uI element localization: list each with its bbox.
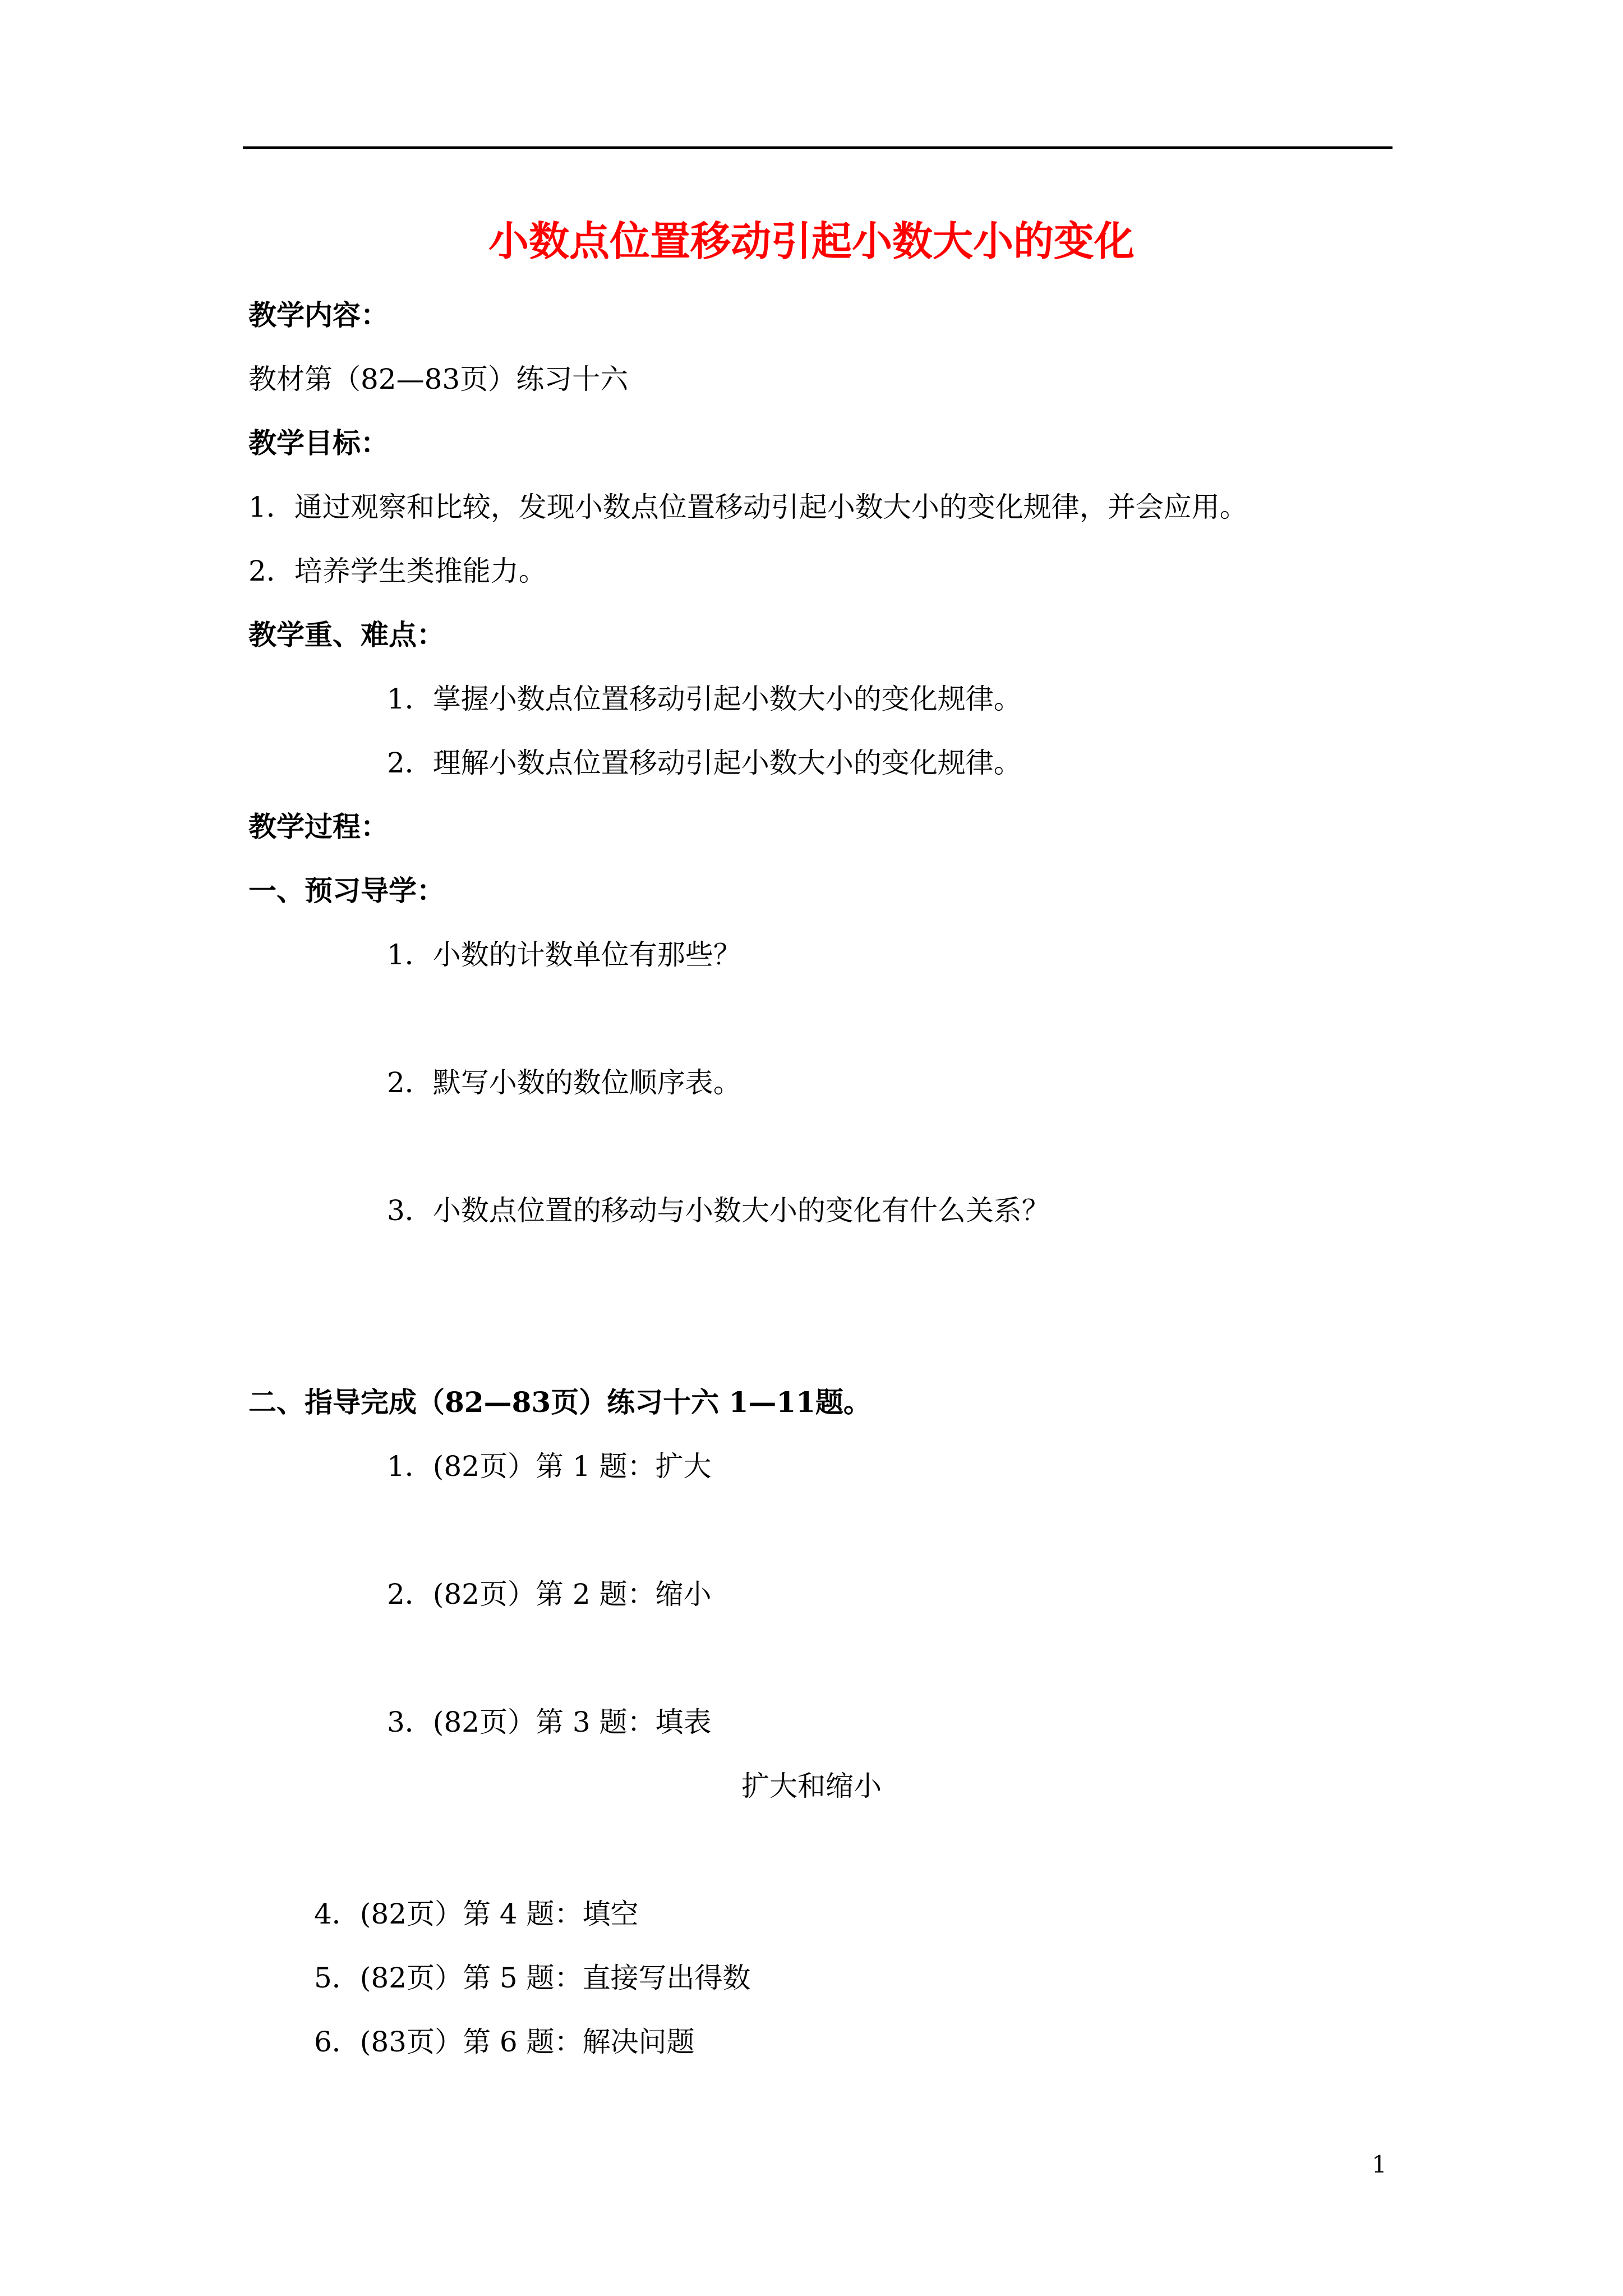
content-text: 教材第（82—83页）练习十六 <box>248 363 629 395</box>
part1-heading: 一、预习导学： <box>248 874 445 907</box>
page-number: 1 <box>1372 2151 1387 2178</box>
part2-item: 3．(82页）第 3 题：填表 <box>387 1706 712 1738</box>
part2-heading: 二、指导完成（82—83页）练习十六 1—11题。 <box>248 1386 872 1419</box>
table-caption: 扩大和缩小 <box>741 1770 882 1802</box>
goal-item: 1．通过观察和比较，发现小数点位置移动引起小数大小的变化规律，并会应用。 <box>248 491 1248 523</box>
key-point-item: 1．掌握小数点位置移动引起小数大小的变化规律。 <box>387 683 1022 715</box>
part2-more-item: 6．(83页）第 6 题：解决问题 <box>314 2026 695 2058</box>
process-heading: 教学过程： <box>248 810 389 843</box>
part1-item: 2．默写小数的数位顺序表。 <box>387 1066 741 1099</box>
document-title: 小数点位置移动引起小数大小的变化 <box>488 217 1135 265</box>
key-point-item: 2．理解小数点位置移动引起小数大小的变化规律。 <box>387 747 1022 779</box>
goals-heading: 教学目标： <box>248 426 389 459</box>
header-rule <box>243 146 1393 149</box>
part2-item: 1．(82页）第 1 题：扩大 <box>387 1450 712 1483</box>
content-heading: 教学内容： <box>248 298 389 332</box>
key-points-heading: 教学重、难点： <box>248 618 445 651</box>
part1-item: 1．小数的计数单位有那些？ <box>387 938 741 971</box>
part2-more-item: 4．(82页）第 4 题：填空 <box>314 1898 639 1930</box>
part2-more-item: 5．(82页）第 5 题：直接写出得数 <box>314 1962 751 1994</box>
part1-item: 3．小数点位置的移动与小数大小的变化有什么关系？ <box>387 1194 1050 1227</box>
part2-item: 2．(82页）第 2 题：缩小 <box>387 1578 712 1611</box>
goal-item: 2．培养学生类推能力。 <box>248 555 547 587</box>
